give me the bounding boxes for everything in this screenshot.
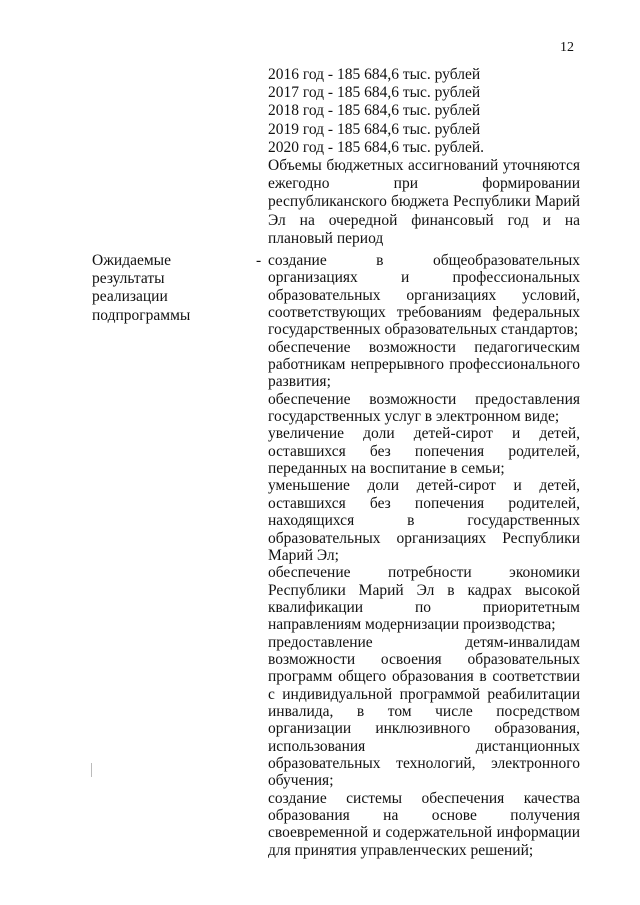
results-list	[268, 252, 580, 859]
result-item: обеспечение потребности экономики Республики Марий Эл в кадрах высокой квалификации по приоритетным направлениям модернизации производства;	[268, 564, 580, 634]
funding-year-2018: 2018 год - 185 684,6 тыс. рублей	[268, 102, 481, 120]
result-item: уменьшение доли детей-сирот и детей, оставшихся без попечения родителей, находящихся в государственных образовательных организациях Республики Марий Эл;	[268, 477, 580, 564]
page-number: 12	[560, 40, 574, 55]
result-item: обеспечение возможности предоставления государственных услуг в электронном виде;	[268, 390, 580, 426]
funding-block	[268, 66, 580, 248]
scan-artifact	[91, 763, 92, 777]
results-label: Ожидаемые результаты реализации подпрограммы	[92, 252, 191, 324]
result-item: создание системы обеспечения качества образования на основе получения своевременной и содержательной информации для принятия управленческих решений;	[268, 789, 580, 859]
result-item: предоставление детям-инвалидам возможности освоения образовательных программ общего образования в соответствии с индивидуальной программой реабилитации инвалида, в том числе посредством организации инклюзивного образования, использования дистанционных образовательных технологий, электронного обучения;	[268, 633, 580, 790]
funding-year-2017: 2017 год - 185 684,6 тыс. рублей	[268, 84, 481, 102]
results-dash: -	[256, 252, 262, 269]
result-item: увеличение доли детей-сирот и детей, оставшихся без попечения родителей, переданных на воспитание в семьи;	[268, 425, 580, 478]
funding-year-2020: 2020 год - 185 684,6 тыс. рублей.	[268, 138, 485, 156]
funding-year-2016: 2016 год - 185 684,6 тыс. рублей	[268, 66, 481, 83]
funding-year-2019: 2019 год - 185 684,6 тыс. рублей	[268, 120, 481, 138]
result-item: создание в общеобразовательных организациях и профессиональных образовательных организациях условий, соответствующих требованиям федеральных государственных образовательных стандартов;	[268, 252, 580, 339]
funding-note: Объемы бюджетных ассигнований уточняются ежегодно при формировании республиканского бюджета Республики Марий Эл на очередной финансовый год и на плановый период	[268, 157, 580, 247]
result-item: обеспечение возможности педагогическим работникам непрерывного профессионального развития;	[268, 338, 580, 391]
